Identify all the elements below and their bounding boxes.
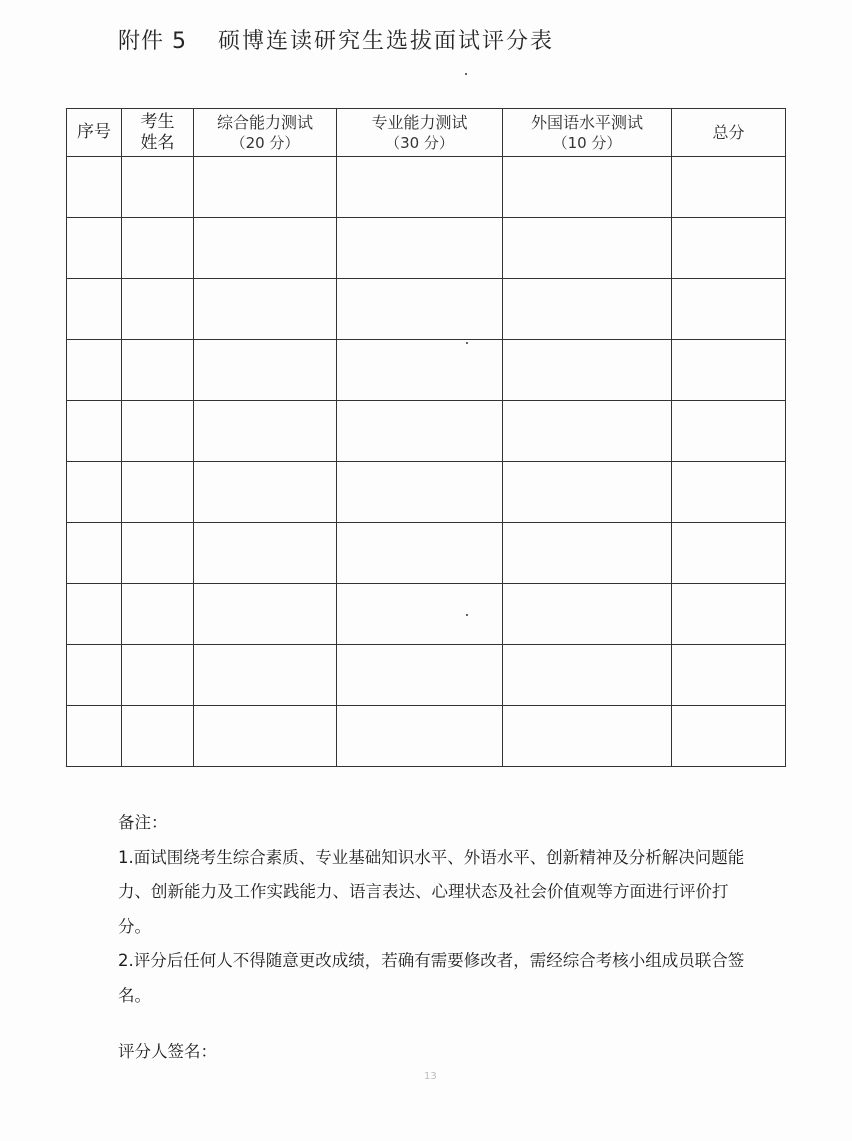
cell-foreign-language[interactable] — [503, 706, 672, 767]
header-professional-test: 专业能力测试 （30 分） — [337, 109, 503, 157]
cell-serial[interactable] — [67, 645, 122, 706]
notes-heading: 备注： — [118, 813, 168, 832]
note-item-1: 1.面试围绕考生综合素质、专业基础知识水平、外语水平、创新精神及分析解决问题能力、创新能力及工作实践能力、语言表达、心理状态及社会价值观等方面进行评价打分。 — [118, 847, 745, 936]
cell-foreign-language[interactable] — [503, 584, 672, 645]
cell-name[interactable] — [122, 645, 194, 706]
cell-total[interactable] — [672, 645, 786, 706]
cell-comprehensive[interactable] — [194, 340, 337, 401]
header-total-score: 总分 — [672, 109, 786, 157]
table-row — [67, 706, 786, 767]
cell-serial[interactable] — [67, 340, 122, 401]
header-serial: 序号 — [67, 109, 122, 157]
cell-professional[interactable] — [337, 462, 503, 523]
cell-name[interactable] — [122, 706, 194, 767]
cell-serial[interactable] — [67, 279, 122, 340]
cell-foreign-language[interactable] — [503, 401, 672, 462]
cell-serial[interactable] — [67, 157, 122, 218]
cell-name[interactable] — [122, 523, 194, 584]
cell-comprehensive[interactable] — [194, 157, 337, 218]
document-title — [118, 24, 554, 55]
table-row — [67, 218, 786, 279]
cell-foreign-language[interactable] — [503, 218, 672, 279]
table-row — [67, 645, 786, 706]
notes-section — [118, 806, 758, 1013]
cell-total[interactable] — [672, 584, 786, 645]
cell-name[interactable] — [122, 157, 194, 218]
table-row — [67, 401, 786, 462]
cell-serial[interactable] — [67, 401, 122, 462]
cell-comprehensive[interactable] — [194, 279, 337, 340]
cell-total[interactable] — [672, 157, 786, 218]
cell-foreign-language[interactable] — [503, 462, 672, 523]
cell-serial[interactable] — [67, 584, 122, 645]
cell-professional[interactable] — [337, 340, 503, 401]
cell-foreign-language[interactable] — [503, 279, 672, 340]
cell-professional[interactable] — [337, 706, 503, 767]
table-row — [67, 157, 786, 218]
cell-total[interactable] — [672, 218, 786, 279]
cell-total[interactable] — [672, 523, 786, 584]
signature-label: 评分人签名： — [118, 1042, 217, 1061]
cell-serial[interactable] — [67, 218, 122, 279]
table-row — [67, 584, 786, 645]
cell-professional[interactable] — [337, 279, 503, 340]
cell-name[interactable] — [122, 584, 194, 645]
cell-comprehensive[interactable] — [194, 523, 337, 584]
header-foreign-language-test: 外国语水平测试 （10 分） — [503, 109, 672, 157]
table-row — [67, 340, 786, 401]
cell-professional[interactable] — [337, 218, 503, 279]
note-item-2: 2.评分后任何人不得随意更改成绩，若确有需要修改者，需经综合考核小组成员联合签名。 — [118, 951, 745, 1005]
attachment-label: 附件 5 — [118, 29, 187, 54]
form-title: 硕博连读研究生选拔面试评分表 — [218, 29, 555, 54]
cell-professional[interactable] — [337, 584, 503, 645]
cell-serial[interactable] — [67, 523, 122, 584]
cell-comprehensive[interactable] — [194, 401, 337, 462]
page-number: 13 — [424, 1071, 437, 1082]
cell-professional[interactable] — [337, 523, 503, 584]
cell-total[interactable] — [672, 279, 786, 340]
cell-name[interactable] — [122, 401, 194, 462]
cell-comprehensive[interactable] — [194, 584, 337, 645]
score-table — [66, 108, 786, 767]
cell-foreign-language[interactable] — [503, 523, 672, 584]
cell-comprehensive[interactable] — [194, 462, 337, 523]
cell-name[interactable] — [122, 340, 194, 401]
header-comprehensive-test: 综合能力测试 （20 分） — [194, 109, 337, 157]
cell-comprehensive[interactable] — [194, 218, 337, 279]
table-row — [67, 523, 786, 584]
table-header-row — [67, 109, 786, 157]
cell-comprehensive[interactable] — [194, 645, 337, 706]
cell-foreign-language[interactable] — [503, 645, 672, 706]
cell-serial[interactable] — [67, 706, 122, 767]
header-candidate-name: 考生 姓名 — [122, 109, 194, 157]
cell-total[interactable] — [672, 340, 786, 401]
cell-professional[interactable] — [337, 157, 503, 218]
cell-total[interactable] — [672, 401, 786, 462]
cell-total[interactable] — [672, 706, 786, 767]
cell-serial[interactable] — [67, 462, 122, 523]
table-row — [67, 279, 786, 340]
cell-name[interactable] — [122, 462, 194, 523]
cell-foreign-language[interactable] — [503, 340, 672, 401]
cell-total[interactable] — [672, 462, 786, 523]
cell-professional[interactable] — [337, 645, 503, 706]
table-row — [67, 462, 786, 523]
cell-comprehensive[interactable] — [194, 706, 337, 767]
cell-professional[interactable] — [337, 401, 503, 462]
cell-foreign-language[interactable] — [503, 157, 672, 218]
cell-name[interactable] — [122, 218, 194, 279]
scan-speck — [465, 73, 467, 75]
cell-name[interactable] — [122, 279, 194, 340]
